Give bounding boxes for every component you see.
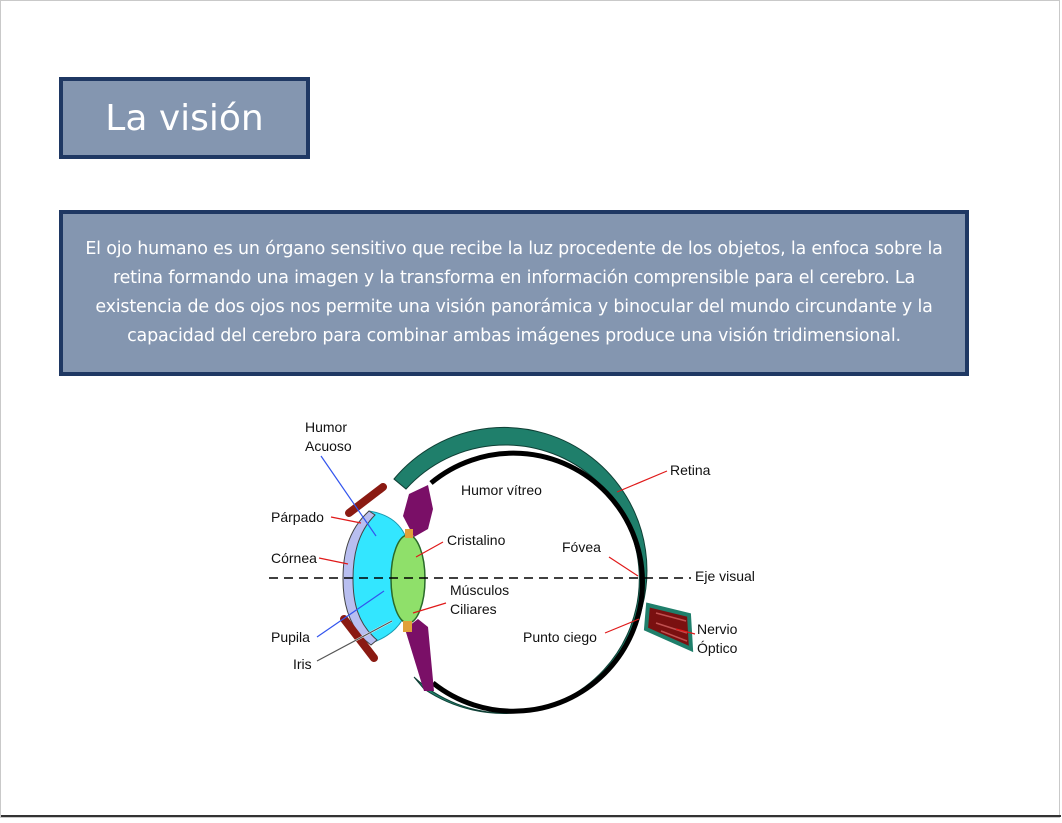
eyelid-upper xyxy=(349,487,383,513)
label-eje-visual: Eje visual xyxy=(695,568,755,584)
label-cristalino: Cristalino xyxy=(447,532,506,548)
label-nervio-2: Óptico xyxy=(697,640,738,656)
label-nervio-1: Nervio xyxy=(697,621,738,637)
description-text: El ojo humano es un órgano sensitivo que recibe la luz procedente de los objetos, la enfoca sobre la retina formando una imagen y la transforma en información comprensible para el cerebro. La existencia de dos ojos nos permite una visión panorámica y binocular del mundo circundante y la capacidad del cerebro para combinar ambas imágenes produce una visión tridimensional. xyxy=(85,239,943,346)
label-musculos-1: Músculos xyxy=(450,582,510,598)
bottom-border xyxy=(1,815,1061,817)
label-humor-acuoso-2: Acuoso xyxy=(305,438,352,454)
ciliary-upper xyxy=(405,529,413,538)
label-fovea: Fóvea xyxy=(562,539,601,555)
leader-fovea xyxy=(609,557,638,576)
leader-retina xyxy=(617,471,667,492)
slide-title: La visión xyxy=(105,97,264,139)
label-humor-acuoso-1: Humor xyxy=(305,419,348,435)
label-pupila: Pupila xyxy=(271,629,310,645)
eye-diagram xyxy=(1,1,1062,823)
label-punto-ciego: Punto ciego xyxy=(523,629,597,645)
label-musculos-2: Ciliares xyxy=(450,601,497,617)
lens xyxy=(391,535,425,623)
label-parpado: Párpado xyxy=(271,509,324,525)
ciliary-lower xyxy=(403,621,412,632)
label-retina: Retina xyxy=(670,462,711,478)
label-iris: Iris xyxy=(293,656,312,672)
label-cornea: Córnea xyxy=(271,550,317,566)
label-humor-vitreo: Humor vítreo xyxy=(461,482,542,498)
leader-parpado xyxy=(331,517,361,523)
